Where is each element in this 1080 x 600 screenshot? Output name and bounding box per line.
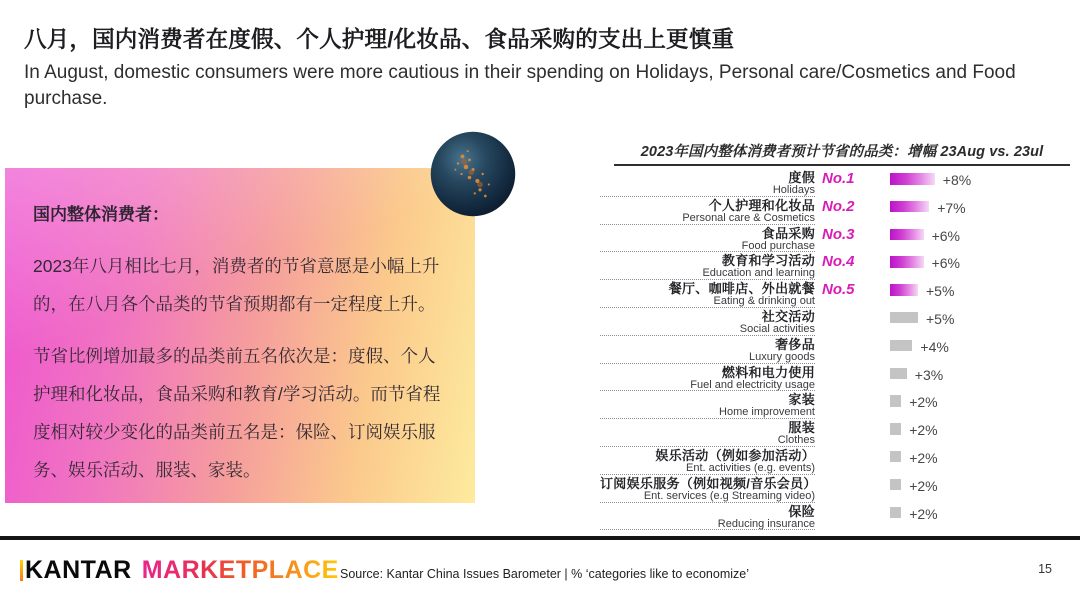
category-label-cn: 燃料和电力使用 [721,364,815,380]
chart-row [600,308,1074,336]
row-labels [600,282,815,307]
rank-badge: No.4 [822,253,855,271]
category-label-en: Eating & drinking out [713,295,815,308]
value-bar [890,340,912,352]
value-bar [890,284,918,296]
row-labels [600,227,815,252]
value-label: +2% [909,422,938,439]
value-bar [890,479,901,491]
value-label: +6% [931,255,961,272]
row-labels [600,477,815,502]
category-label-cn: 度假 [788,170,815,185]
category-label-en: Personal care & Cosmetics [682,211,815,224]
category-label-cn: 餐厅、咖啡店、外出就餐 [668,281,815,297]
value-label: +4% [920,338,949,355]
category-label-cn: 家装 [788,392,815,408]
chart-rows [600,169,1074,530]
value-label: +5% [926,283,955,300]
value-bar [890,229,924,241]
value-label: +5% [926,310,955,327]
value-bar [890,312,918,324]
chart-row [600,391,1074,419]
summary-paragraph-1: 2023年八月相比七月，消费者的节省意愿是小幅上升的，在八月各个品类的节省预期都有一定程度上升。 [33,256,440,314]
category-label-cn: 保险 [788,503,815,519]
value-bar [890,173,935,185]
value-bar [890,368,907,380]
chart-row [600,364,1074,392]
row-labels [600,254,815,279]
category-label-cn: 社交活动 [761,308,815,324]
chart-row [600,447,1074,475]
row-labels [600,199,815,224]
row-labels [600,449,815,474]
value-bar [890,201,929,213]
category-label-cn: 教育和学习活动 [721,253,815,269]
category-label-en: Ent. services (e.g Streaming video) [643,489,815,502]
category-label-en: Home improvement [719,406,815,419]
row-labels [600,171,815,196]
chart-title: 2023年国内整体消费者预计节省的品类：增幅 23Aug vs. 23ul [614,140,1070,166]
category-label-en: Food purchase [741,239,815,252]
rank-badge: No.1 [822,170,855,187]
value-bar [890,256,924,268]
kantar-marketplace-logo [20,556,339,585]
chart-row [600,419,1074,447]
chart-row [600,475,1074,503]
category-label-en: Clothes [777,434,815,447]
economize-categories-chart [600,140,1074,530]
kantar-logo-text: KANTAR [25,556,132,584]
chart-row [600,225,1074,253]
rank-badge: No.3 [822,225,855,243]
chart-row [600,252,1074,280]
value-label: +8% [942,172,972,188]
rank-badge: No.2 [822,197,855,215]
value-label: +2% [909,449,938,466]
category-label-en: Ent. activities (e.g. events) [686,461,815,474]
chart-row [600,280,1074,308]
category-label-en: Reducing insurance [717,517,815,530]
row-labels [600,421,815,446]
value-bar [890,395,901,407]
source-text: Source: Kantar China Issues Barometer | % ‘categories like to economize’ [340,567,749,581]
summary-panel [5,168,475,503]
category-label-en: Luxury goods [748,350,815,363]
category-label-cn: 娱乐活动（例如参加活动） [655,447,815,463]
value-label: +7% [937,199,966,216]
category-label-en: Education and learning [702,267,815,280]
value-bar [890,451,901,463]
value-label: +2% [909,505,938,522]
chart-row [600,197,1074,225]
category-label-cn: 奢侈品 [775,336,815,352]
value-bar [890,423,901,435]
category-label-en: Social activities [739,322,815,335]
rank-badge: No.5 [822,281,855,299]
category-label-en: Fuel and electricity usage [690,378,815,391]
value-label: +6% [931,227,961,244]
category-label-cn: 食品采购 [761,225,815,241]
value-bar [890,507,901,519]
category-label-cn: 服装 [788,420,815,436]
row-labels [600,393,815,418]
footer [0,540,1080,600]
kantar-logo-accent [20,560,23,581]
category-label-en: Holidays [772,184,815,196]
chart-row [600,503,1074,531]
row-labels [600,338,815,363]
category-label-cn: 订阅娱乐服务（例如视频/音乐会员） [600,475,817,491]
value-label: +2% [909,394,938,411]
row-labels [600,366,815,391]
chart-row [600,169,1074,197]
category-label-cn: 个人护理和化妆品 [708,197,815,213]
summary-heading: 国内整体消费者： [33,205,169,224]
row-divider [600,529,815,530]
value-label: +3% [914,366,944,383]
earth-globe-image [429,130,517,218]
value-label: +2% [909,477,938,494]
page-title: 八月，国内消费者在度假、个人护理/化妆品、食品采购的支出上更慎重 [24,27,735,52]
page-subtitle: In August, domestic consumers were more cautious in their spending on Holidays, Personal care/Cosmetics and Food purchase. [24,62,1016,110]
marketplace-logo-text: MARKETPLACE [141,556,339,584]
row-labels [600,505,815,530]
row-labels [600,310,815,335]
summary-paragraph-2: 节省比例增加最多的品类前五名依次是：度假、个人护理和化妆品，食品采购和教育/学习活动。而节省程度相对较少变化的品类前五名是：保险、订阅娱乐服务、娱乐活动、服装、家装。 [33,346,441,480]
chart-row [600,336,1074,364]
page-number: 15 [1038,562,1052,576]
